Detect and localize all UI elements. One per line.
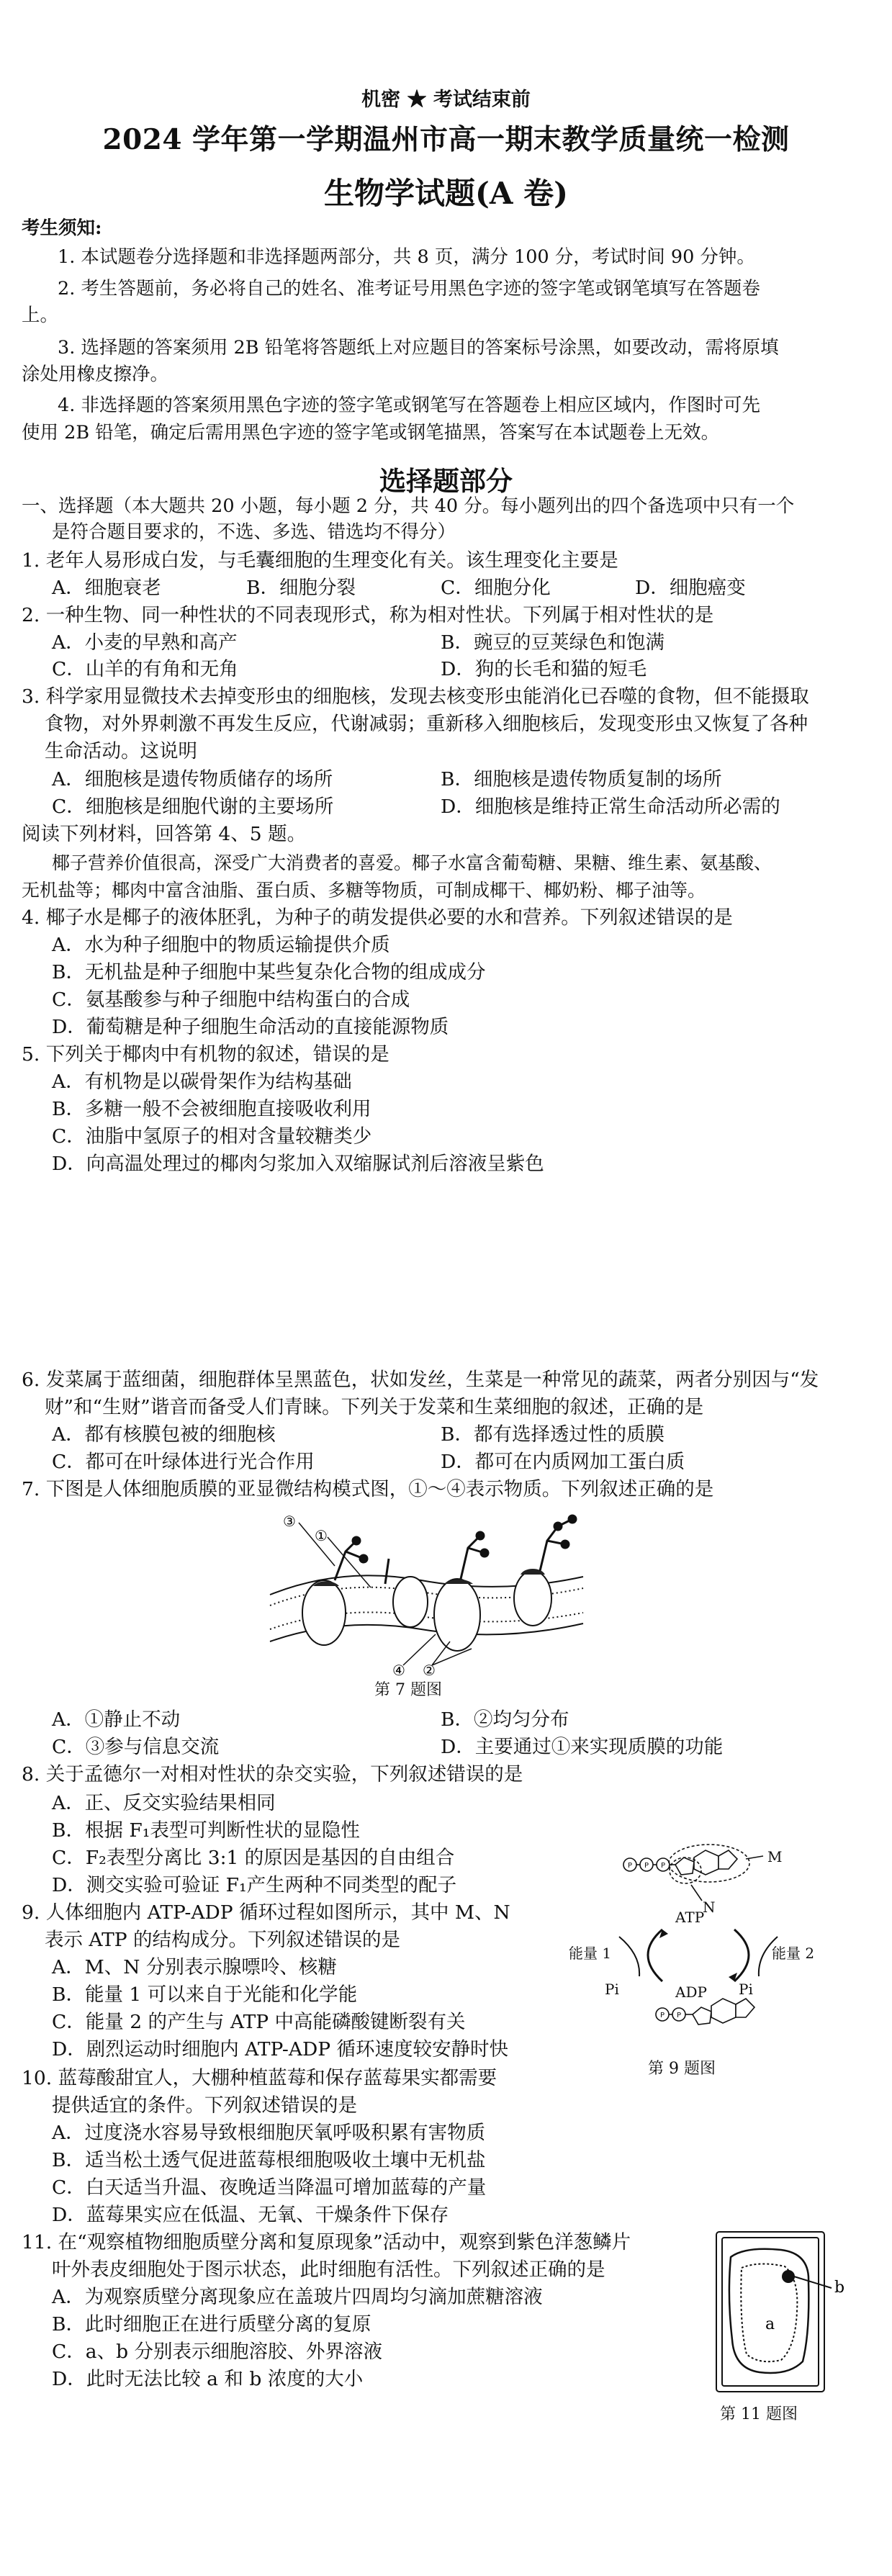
passage-lead: 阅读下列材料，回答第 4、5 题。 (22, 823, 307, 845)
label-4: ④ (392, 1662, 405, 1677)
q11-option-b: B．此时细胞正在进行质壁分离的复原 (52, 2313, 371, 2336)
q11-stem: 11. 在“观察植物细胞质壁分离和复原现象”活动中，观察到紫色洋葱鳞片 (22, 2231, 631, 2253)
q10-option-d: D．蓝莓果实应在低温、无氧、干燥条件下保存 (52, 2204, 449, 2226)
nucleus (782, 2270, 795, 2283)
q11-caption: 第 11 题图 (720, 2405, 798, 2423)
label-pi-left: Pi (605, 1981, 619, 1998)
q6-option-b: B．都有选择透过性的质膜 (441, 1423, 665, 1446)
label-N: N (703, 1899, 716, 1916)
atp-cycle-figure (562, 1829, 864, 2052)
q3-stem: 生命活动。这说明 (45, 740, 197, 762)
label-b: b (834, 2279, 845, 2297)
notice-item: 2. 考生答题前，务必将自己的姓名、准考证号用黑色字迹的签字笔或钢笔填写在答题卷 (58, 278, 760, 300)
section-intro: 一、选择题（本大题共 20 小题，每小题 2 分，共 40 分。每小题列出的四个备选项中只有一个 (22, 495, 795, 517)
label-M: M (767, 1848, 783, 1865)
q9-option-a: A．M、N 分别表示腺嘌呤、核糖 (52, 1956, 337, 1978)
q10-option-b: B．适当松土透气促进蓝莓根细胞吸收土壤中无机盐 (52, 2149, 486, 2171)
q4-option-d: D．葡萄糖是种子细胞生命活动的直接能源物质 (52, 1016, 449, 1038)
q3-option-b: B．细胞核是遗传物质复制的场所 (441, 768, 722, 791)
q7-stem: 7. 下图是人体细胞质膜的亚显微结构模式图，①～④表示物质。下列叙述正确的是 (22, 1478, 714, 1500)
q6-stem: 财”和“生财”谐音而备受人们青睐。下列关于发菜和生菜细胞的叙述，正确的是 (45, 1396, 704, 1418)
q1-stem: 1. 老年人易形成白发，与毛囊细胞的生理变化有关。该生理变化主要是 (22, 549, 618, 572)
notice-item: 3. 选择题的答案须用 2B 铅笔将答题纸上对应题目的答案标号涂黑，如要改动，需将原填 (58, 337, 779, 359)
p-label: P (644, 1862, 649, 1870)
section-title: 选择题部分 (379, 465, 513, 497)
q1-option-b: B．细胞分裂 (246, 577, 356, 599)
q4-option-a: A．水为种子细胞中的物质运输提供介质 (52, 934, 390, 956)
q2-option-a: A．小麦的早熟和高产 (52, 631, 238, 654)
section-intro: 是符合题目要求的，不选、多选、错选均不得分） (52, 521, 456, 543)
label-energy-2: 能量 2 (772, 1945, 815, 1962)
protein-2 (393, 1577, 428, 1627)
p-label: P (659, 2012, 665, 2019)
q6-stem: 6. 发菜属于蓝细菌，细胞群体呈黑蓝色，状如发丝，生菜是一种常见的蔬菜，两者分别因与“发 (22, 1369, 819, 1391)
label-2: ② (423, 1662, 436, 1677)
q9-option-b: B．能量 1 可以来自于光能和化学能 (52, 1983, 358, 2006)
q10-option-c: C．白天适当升温、夜晚适当降温可增加蓝莓的产量 (52, 2176, 487, 2199)
label-ATP: ATP (675, 1909, 705, 1926)
q3-stem: 3. 科学家用显微技术去掉变形虫的细胞核，发现去核变形虫能消化已吞噬的食物，但不能摄取 (22, 685, 809, 708)
q11-stem: 叶外表皮细胞处于图示状态，此时细胞有活性。下列叙述正确的是 (52, 2258, 605, 2281)
p-label: P (676, 2012, 682, 2019)
q3-stem: 食物，对外界刺激不再发生反应，代谢减弱；重新移入细胞核后，发现变形虫又恢复了各种 (45, 713, 808, 735)
q8-option-c: C．F₂表型分离比 3:1 的原因是基因的自由组合 (52, 1847, 455, 1869)
q7-caption: 第 7 题图 (374, 1681, 442, 1699)
q4-option-b: B．无机盐是种子细胞中某些复杂化合物的组成成分 (52, 961, 486, 983)
q6-option-d: D．都可在内质网加工蛋白质 (441, 1451, 685, 1473)
label-energy-1: 能量 1 (569, 1945, 612, 1962)
q1-option-d: D．细胞癌变 (635, 577, 746, 599)
q8-stem: 8. 关于孟德尔一对相对性状的杂交实验，下列叙述错误的是 (22, 1763, 523, 1785)
q11-option-c: C．a、b 分别表示细胞溶胶、外界溶液 (52, 2341, 382, 2363)
protein-3 (434, 1579, 480, 1651)
label-ADP: ADP (675, 1983, 707, 2001)
label-pi-right: Pi (739, 1981, 753, 1998)
q7-option-b: B．②均匀分布 (441, 1708, 569, 1731)
q4-option-c: C．氨基酸参与种子细胞中结构蛋白的合成 (52, 988, 410, 1011)
subject-title: 生物学试题(A 卷) (324, 176, 568, 211)
q8-option-d: D．测交实验可验证 F₁产生两种不同类型的配子 (52, 1874, 457, 1896)
q5-option-d: D．向高温处理过的椰肉匀浆加入双缩脲试剂后溶液呈紫色 (52, 1153, 544, 1175)
q7-option-c: C．③参与信息交流 (52, 1736, 220, 1758)
passage-text: 无机盐等；椰肉中富含油脂、蛋白质、多糖等物质，可制成椰干、椰奶粉、椰子油等。 (22, 880, 706, 901)
q5-option-b: B．多糖一般不会被细胞直接吸收利用 (52, 1098, 371, 1120)
p-label: P (627, 1862, 633, 1870)
q9-stem: 9. 人体细胞内 ATP-ADP 循环过程如图所示，其中 M、N (22, 1901, 510, 1924)
q9-option-c: C．能量 2 的产生与 ATP 中高能磷酸键断裂有关 (52, 2011, 466, 2033)
q4-stem: 4. 椰子水是椰子的液体胚乳，为种子的萌发提供必要的水和营养。下列叙述错误的是 (22, 906, 733, 929)
q10-stem: 提供适宜的条件。下列叙述错误的是 (52, 2094, 357, 2117)
label-1: ① (315, 1527, 328, 1544)
q2-stem: 2. 一种生物、同一种性状的不同表现形式，称为相对性状。下列属于相对性状的是 (22, 604, 714, 626)
q2-option-b: B．豌豆的豆荚绿色和饱满 (441, 631, 665, 654)
notice-item: 4. 非选择题的答案须用黑色字迹的签字笔或钢笔写在答题卷上相应区域内，作图时可先 (58, 395, 760, 416)
q7-option-a: A．①静止不动 (52, 1708, 181, 1731)
q9-stem: 表示 ATP 的结构成分。下列叙述错误的是 (45, 1929, 401, 1951)
q6-option-c: C．都可在叶绿体进行光合作用 (52, 1451, 315, 1473)
q3-option-d: D．细胞核是维持正常生命活动所必需的 (441, 796, 780, 818)
q9-caption: 第 9 题图 (648, 2060, 716, 2078)
protein-4 (514, 1571, 551, 1626)
q5-stem: 5. 下列关于椰肉中有机物的叙述，错误的是 (22, 1043, 389, 1066)
label-3: ③ (283, 1513, 296, 1530)
label-a: a (765, 2315, 775, 2333)
p-label: P (660, 1862, 666, 1870)
membrane-figure (256, 1508, 594, 1677)
q5-option-c: C．油脂中氢原子的相对含量较糖类少 (52, 1125, 372, 1148)
notice-item: 涂处用橡皮擦净。 (22, 364, 169, 385)
q11-option-d: D．此时无法比较 a 和 b 浓度的大小 (52, 2368, 364, 2390)
q9-option-d: D．剧烈运动时细胞内 ATP-ADP 循环速度较安静时快 (52, 2038, 509, 2061)
notice-item: 使用 2B 铅笔，确定后需用黑色字迹的签字笔或钢笔描黑，答案写在本试题卷上无效。 (22, 422, 720, 443)
notice-item: 1. 本试题卷分选择题和非选择题两部分，共 8 页，满分 100 分，考试时间 90 分钟。 (58, 246, 755, 268)
q8-option-a: A．正、反交实验结果相同 (52, 1792, 276, 1814)
protein-1 (302, 1580, 346, 1645)
q8-option-b: B．根据 F₁表型可判断性状的显隐性 (52, 1819, 360, 1842)
q2-option-c: C．山羊的有角和无角 (52, 658, 238, 680)
q1-option-c: C．细胞分化 (441, 577, 551, 599)
exam-title: 2024 学年第一学期温州市高一期末教学质量统一检测 (102, 123, 790, 156)
notice-label: 考生须知: (22, 217, 102, 239)
q10-option-a: A．过度浇水容易导致根细胞厌氧呼吸积累有害物质 (52, 2122, 486, 2144)
q11-option-a: A．为观察质壁分离现象应在盖玻片四周均匀滴加蔗糖溶液 (52, 2286, 543, 2308)
passage-text: 椰子营养价值很高，深受广大消费者的喜爱。椰子水富含葡萄糖、果糖、维生素、氨基酸、 (52, 852, 772, 873)
q6-option-a: A．都有核膜包被的细胞核 (52, 1423, 276, 1446)
q3-option-a: A．细胞核是遗传物质储存的场所 (52, 768, 333, 791)
q5-option-a: A．有机物是以碳骨架作为结构基础 (52, 1071, 352, 1093)
notice-item: 上。 (22, 305, 59, 326)
q2-option-d: D．狗的长毛和猫的短毛 (441, 658, 647, 680)
confidential-mark: 机密 ★ 考试结束前 (361, 89, 531, 111)
plant-cell-figure (702, 2225, 857, 2397)
q1-option-a: A．细胞衰老 (52, 577, 161, 599)
q7-option-d: D．主要通过①来实现质膜的功能 (441, 1736, 724, 1758)
q10-stem: 10. 蓝莓酸甜宜人，大棚种植蓝莓和保存蓝莓果实都需要 (22, 2067, 497, 2089)
q3-option-c: C．细胞核是细胞代谢的主要场所 (52, 796, 334, 818)
